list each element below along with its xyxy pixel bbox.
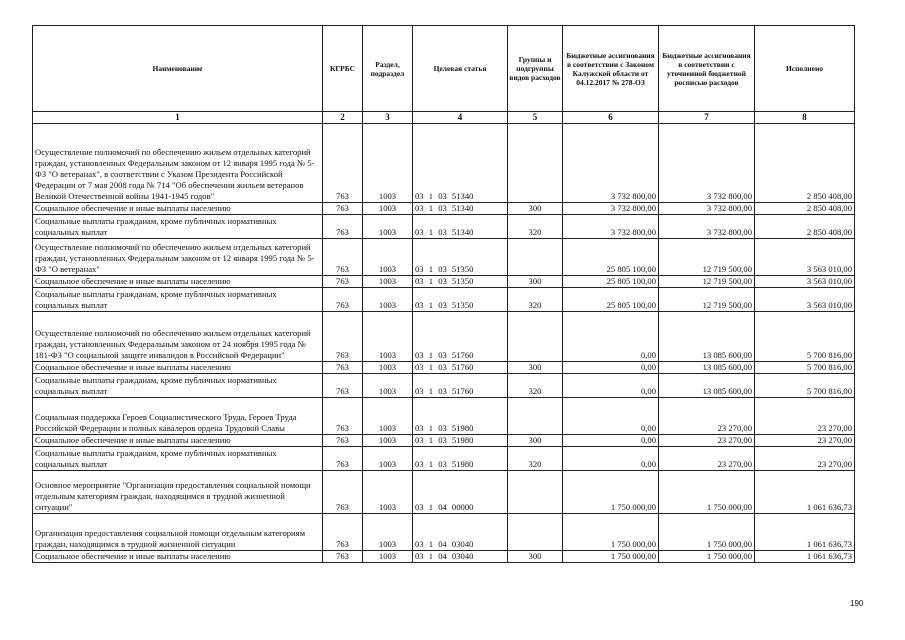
row-group: 320 bbox=[508, 288, 563, 312]
row-kgrbs: 763 bbox=[323, 374, 363, 398]
row-target: 03 1 03 51340 bbox=[413, 124, 508, 203]
row-name: Социальные выплаты гражданам, кроме публичных нормативных социальных выплат bbox=[33, 447, 323, 471]
row-name: Социальное обеспечение и иные выплаты населению bbox=[33, 203, 323, 215]
row-name: Социальные выплаты гражданам, кроме публичных нормативных социальных выплат bbox=[33, 374, 323, 398]
row-group bbox=[508, 514, 563, 551]
row-name: Осуществление полномочий по обеспечению жильем отдельных категорий граждан, установленных Федеральным законом от 24 ноября 1995 года № 181-ФЗ "О социальной защите инвалидов в Российской Федерации" bbox=[33, 312, 323, 362]
column-number: 1 bbox=[33, 112, 323, 124]
row-section: 1003 bbox=[363, 312, 413, 362]
row-budget-refined: 1 750 000,00 bbox=[659, 471, 755, 514]
row-group: 320 bbox=[508, 447, 563, 471]
row-budget-law: 1 750 000,00 bbox=[563, 471, 659, 514]
budget-table bbox=[32, 25, 855, 563]
table-row bbox=[33, 312, 855, 362]
row-group: 300 bbox=[508, 276, 563, 288]
row-target: 03 1 04 03040 bbox=[413, 514, 508, 551]
row-budget-refined: 13 085 600,00 bbox=[659, 362, 755, 374]
row-executed: 2 850 408,00 bbox=[755, 124, 855, 203]
column-number: 7 bbox=[659, 112, 755, 124]
row-section: 1003 bbox=[363, 471, 413, 514]
row-section: 1003 bbox=[363, 398, 413, 435]
row-kgrbs: 763 bbox=[323, 471, 363, 514]
column-number-row bbox=[33, 112, 855, 124]
row-name: Осуществление полномочий по обеспечению жильем отдельных категорий граждан, установленных Федеральным законом от 12 января 1995 года № 5-ФЗ "О ветеранах", в соответствии с Указом Президента Российской Федерации от 7 мая 2008 года № 714 "Об обеспечении жильем ветеранов Великой Отечественной войны 1941-1945 годов" bbox=[33, 124, 323, 203]
row-group: 300 bbox=[508, 551, 563, 563]
row-budget-law: 3 732 800,00 bbox=[563, 215, 659, 239]
page-number: 190 bbox=[850, 599, 864, 608]
row-budget-refined: 3 732 800,00 bbox=[659, 124, 755, 203]
table-row bbox=[33, 435, 855, 447]
row-executed: 1 061 636,73 bbox=[755, 514, 855, 551]
row-kgrbs: 763 bbox=[323, 239, 363, 276]
row-target: 03 1 03 51980 bbox=[413, 398, 508, 435]
row-target: 03 1 03 51340 bbox=[413, 215, 508, 239]
row-budget-refined: 23 270,00 bbox=[659, 447, 755, 471]
row-budget-law: 25 805 100,00 bbox=[563, 239, 659, 276]
row-budget-refined: 12 719 500,00 bbox=[659, 288, 755, 312]
row-kgrbs: 763 bbox=[323, 447, 363, 471]
row-kgrbs: 763 bbox=[323, 276, 363, 288]
row-target: 03 1 03 51980 bbox=[413, 447, 508, 471]
row-section: 1003 bbox=[363, 374, 413, 398]
row-executed: 5 700 816,00 bbox=[755, 374, 855, 398]
row-section: 1003 bbox=[363, 203, 413, 215]
row-section: 1003 bbox=[363, 447, 413, 471]
row-section: 1003 bbox=[363, 514, 413, 551]
row-section: 1003 bbox=[363, 551, 413, 563]
header-name: Наименование bbox=[33, 26, 323, 112]
row-budget-law: 3 732 800,00 bbox=[563, 124, 659, 203]
row-kgrbs: 763 bbox=[323, 398, 363, 435]
row-section: 1003 bbox=[363, 362, 413, 374]
row-executed: 2 850 408,00 bbox=[755, 203, 855, 215]
row-budget-law: 1 750 000,00 bbox=[563, 551, 659, 563]
row-budget-refined: 3 732 800,00 bbox=[659, 203, 755, 215]
column-number: 3 bbox=[363, 112, 413, 124]
row-budget-law: 0,00 bbox=[563, 374, 659, 398]
row-budget-law: 0,00 bbox=[563, 398, 659, 435]
row-group bbox=[508, 124, 563, 203]
row-name: Основное мероприятие "Организация предоставления социальной помощи отдельным категориям граждан, находящимся в трудной жизненной ситуации" bbox=[33, 471, 323, 514]
row-budget-refined: 13 085 600,00 bbox=[659, 312, 755, 362]
table-row bbox=[33, 124, 855, 203]
header-groups: Группы и подгруппы видов расходов bbox=[508, 26, 563, 112]
row-executed: 5 700 816,00 bbox=[755, 362, 855, 374]
row-kgrbs: 763 bbox=[323, 203, 363, 215]
table-row bbox=[33, 514, 855, 551]
table-row bbox=[33, 203, 855, 215]
row-executed: 3 563 010,00 bbox=[755, 288, 855, 312]
row-section: 1003 bbox=[363, 276, 413, 288]
column-number: 4 bbox=[413, 112, 508, 124]
header-section: Раздел, подраздел bbox=[363, 26, 413, 112]
row-kgrbs: 763 bbox=[323, 362, 363, 374]
row-budget-law: 0,00 bbox=[563, 312, 659, 362]
row-budget-law: 0,00 bbox=[563, 362, 659, 374]
row-budget-law: 0,00 bbox=[563, 447, 659, 471]
row-kgrbs: 763 bbox=[323, 215, 363, 239]
row-executed: 1 061 636,73 bbox=[755, 471, 855, 514]
row-section: 1003 bbox=[363, 435, 413, 447]
column-number: 6 bbox=[563, 112, 659, 124]
row-budget-refined: 12 719 500,00 bbox=[659, 276, 755, 288]
row-target: 03 1 03 51760 bbox=[413, 362, 508, 374]
row-budget-law: 3 732 800,00 bbox=[563, 203, 659, 215]
row-target: 03 1 03 51980 bbox=[413, 435, 508, 447]
column-number: 5 bbox=[508, 112, 563, 124]
row-budget-refined: 1 750 000,00 bbox=[659, 514, 755, 551]
row-executed: 3 563 010,00 bbox=[755, 239, 855, 276]
row-name: Социальное обеспечение и иные выплаты населению bbox=[33, 362, 323, 374]
table-row bbox=[33, 276, 855, 288]
row-section: 1003 bbox=[363, 215, 413, 239]
row-group: 320 bbox=[508, 215, 563, 239]
header-target: Целевая статья bbox=[413, 26, 508, 112]
row-kgrbs: 763 bbox=[323, 551, 363, 563]
row-name: Социальная поддержка Героев Социалистического Труда, Героев Труда Российской Федерации и полных кавалеров ордена Трудовой Славы bbox=[33, 398, 323, 435]
row-executed: 23 270,00 bbox=[755, 435, 855, 447]
row-name: Социальные выплаты гражданам, кроме публичных нормативных социальных выплат bbox=[33, 215, 323, 239]
table-row bbox=[33, 447, 855, 471]
table-body bbox=[33, 124, 855, 563]
row-target: 03 1 03 51350 bbox=[413, 239, 508, 276]
row-name: Социальные выплаты гражданам, кроме публичных нормативных социальных выплат bbox=[33, 288, 323, 312]
row-name: Осуществление полномочий по обеспечению жильем отдельных категорий граждан, установленных Федеральным законом от 12 января 1995 года № 5-ФЗ "О ветеранах" bbox=[33, 239, 323, 276]
header-executed: Исполнено bbox=[755, 26, 855, 112]
table-row bbox=[33, 471, 855, 514]
row-budget-refined: 23 270,00 bbox=[659, 398, 755, 435]
row-target: 03 1 03 51760 bbox=[413, 374, 508, 398]
row-group bbox=[508, 312, 563, 362]
row-target: 03 1 03 51350 bbox=[413, 288, 508, 312]
row-target: 03 1 03 51760 bbox=[413, 312, 508, 362]
row-executed: 23 270,00 bbox=[755, 398, 855, 435]
row-group: 300 bbox=[508, 203, 563, 215]
row-section: 1003 bbox=[363, 288, 413, 312]
row-budget-refined: 12 719 500,00 bbox=[659, 239, 755, 276]
row-executed: 1 061 636,73 bbox=[755, 551, 855, 563]
row-executed: 2 850 408,00 bbox=[755, 215, 855, 239]
row-kgrbs: 763 bbox=[323, 435, 363, 447]
row-budget-refined: 1 750 000,00 bbox=[659, 551, 755, 563]
row-kgrbs: 763 bbox=[323, 514, 363, 551]
row-budget-refined: 23 270,00 bbox=[659, 435, 755, 447]
row-name: Социальное обеспечение и иные выплаты населению bbox=[33, 435, 323, 447]
row-group bbox=[508, 239, 563, 276]
row-group bbox=[508, 471, 563, 514]
column-number: 2 bbox=[323, 112, 363, 124]
row-executed: 5 700 816,00 bbox=[755, 312, 855, 362]
row-budget-law: 0,00 bbox=[563, 435, 659, 447]
row-kgrbs: 763 bbox=[323, 288, 363, 312]
row-target: 03 1 04 00000 bbox=[413, 471, 508, 514]
table-row bbox=[33, 288, 855, 312]
row-budget-refined: 3 732 800,00 bbox=[659, 215, 755, 239]
row-group bbox=[508, 398, 563, 435]
column-number: 8 bbox=[755, 112, 855, 124]
table-row bbox=[33, 551, 855, 563]
row-budget-law: 1 750 000,00 bbox=[563, 514, 659, 551]
row-name: Социальное обеспечение и иные выплаты населению bbox=[33, 276, 323, 288]
row-budget-refined: 13 085 600,00 bbox=[659, 374, 755, 398]
row-target: 03 1 04 03040 bbox=[413, 551, 508, 563]
header-kgrbs: КГРБС bbox=[323, 26, 363, 112]
row-budget-law: 25 805 100,00 bbox=[563, 276, 659, 288]
row-name: Организация предоставления социальной помощи отдельным категориям граждан, находящимся в трудной жизненной ситуации bbox=[33, 514, 323, 551]
header-budget-law: Бюджетные ассигнования в соответствии с Законом Калужской области от 04.12.2017 № 278-ОЗ bbox=[563, 26, 659, 112]
row-group: 300 bbox=[508, 362, 563, 374]
row-kgrbs: 763 bbox=[323, 124, 363, 203]
table-row bbox=[33, 215, 855, 239]
row-group: 320 bbox=[508, 374, 563, 398]
table-row bbox=[33, 239, 855, 276]
table-row bbox=[33, 362, 855, 374]
row-section: 1003 bbox=[363, 239, 413, 276]
row-group: 300 bbox=[508, 435, 563, 447]
row-name: Социальное обеспечение и иные выплаты населению bbox=[33, 551, 323, 563]
row-executed: 3 563 010,00 bbox=[755, 276, 855, 288]
header-budget-refined: Бюджетные ассигнования в соответствии с уточненной бюджетной росписью расходов bbox=[659, 26, 755, 112]
header-row bbox=[33, 26, 855, 112]
row-target: 03 1 03 51340 bbox=[413, 203, 508, 215]
row-budget-law: 25 805 100,00 bbox=[563, 288, 659, 312]
table-row bbox=[33, 398, 855, 435]
row-target: 03 1 03 51350 bbox=[413, 276, 508, 288]
table-row bbox=[33, 374, 855, 398]
row-kgrbs: 763 bbox=[323, 312, 363, 362]
row-executed: 23 270,00 bbox=[755, 447, 855, 471]
row-section: 1003 bbox=[363, 124, 413, 203]
